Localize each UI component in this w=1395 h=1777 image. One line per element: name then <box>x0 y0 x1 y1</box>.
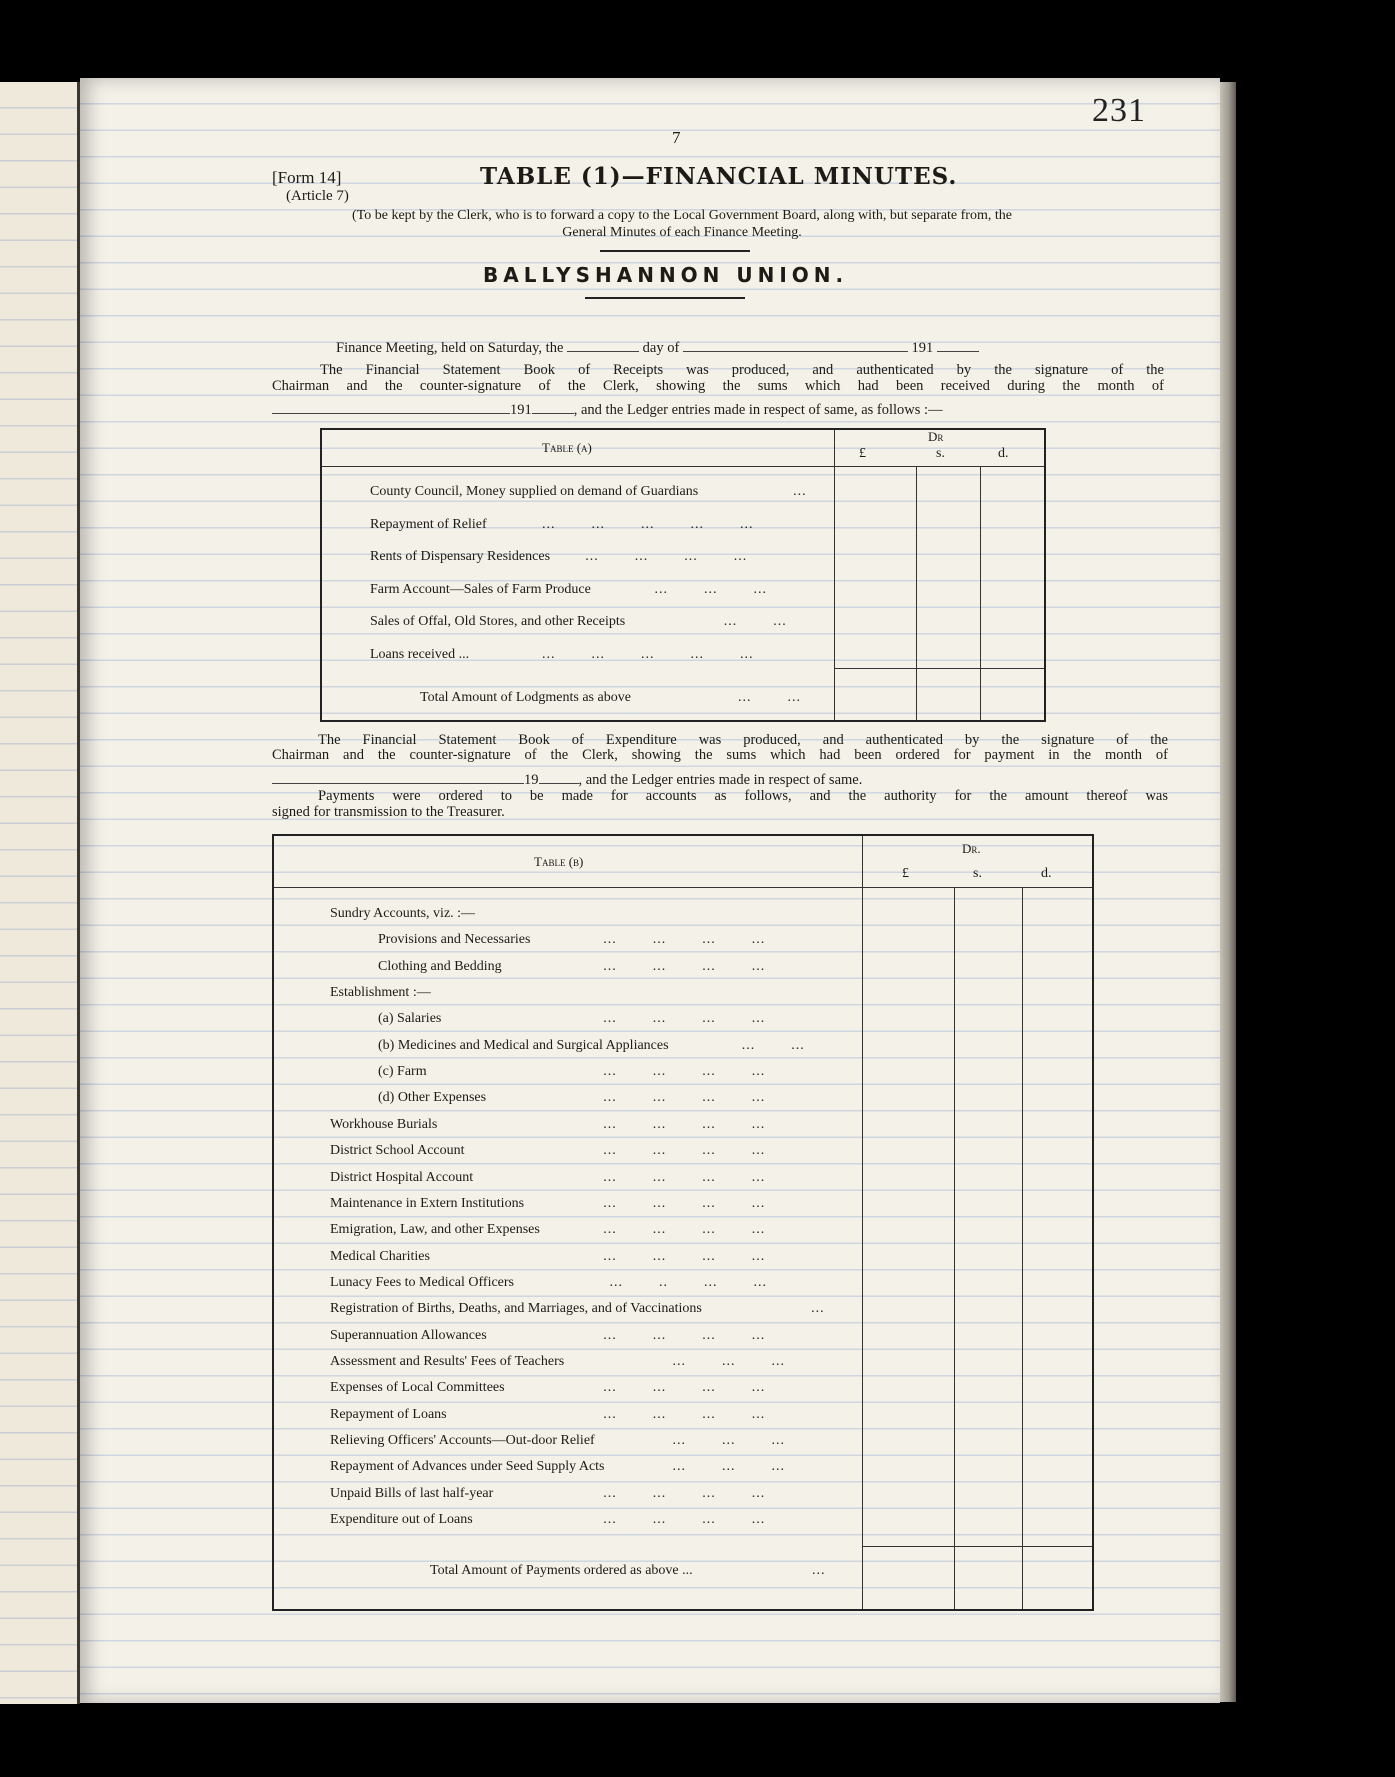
meeting-month-field[interactable] <box>683 339 908 352</box>
table-b-pounds-header: £ <box>902 866 909 881</box>
table-a-total-leader-dots: ... ... <box>738 690 801 705</box>
table-b-header-rule <box>274 887 1092 888</box>
table-b-row-3-leader-dots: ... ... ... ... <box>603 958 766 974</box>
table-a-shillings-rule <box>916 466 917 720</box>
receipts-intro-line-1: The Financial Statement Book of Receipts was produced, and authenticated by the signature of the <box>320 362 1164 378</box>
table-b-row-24-leader-dots: ... ... ... ... <box>603 1512 766 1528</box>
table-b-row-6-label: (b) Medicines and Medical and Surgical Appliances <box>378 1037 669 1053</box>
article-label: (Article 7) <box>286 188 349 204</box>
expenditure-month-field[interactable] <box>272 771 524 784</box>
expenditure-intro-line-2: Chairman and the counter-signature of the Clerk, showing the sums which had been ordered for payment in the month of <box>272 747 1168 763</box>
table-b-row-7-label: (c) Farm <box>378 1064 427 1080</box>
meeting-line <box>336 339 979 357</box>
table-b-row-16-label: Registration of Births, Deaths, and Marriages, and of Vaccinations <box>330 1301 702 1317</box>
table-b-row-4-label: Establishment :— <box>330 985 431 1001</box>
table-a-row-4-leader-dots: ... ... ... <box>654 581 767 597</box>
table-b-row-7-leader-dots: ... ... ... ... <box>603 1064 766 1080</box>
table-b-total-label: Total Amount of Payments ordered as above ... <box>430 1563 693 1578</box>
table-b-row-9-label: Workhouse Burials <box>330 1116 438 1132</box>
table-b-title: Table (b) <box>534 854 584 869</box>
form-label: [Form 14] <box>272 168 342 187</box>
table-b-row-2-leader-dots: ... ... ... ... <box>603 932 766 948</box>
table-a-header-rule <box>322 466 1044 467</box>
expenditure-intro-line-3 <box>272 771 862 789</box>
union-name: BALLYSHANNON UNION. <box>483 263 849 287</box>
expenditure-intro-line-4: Payments were ordered to be made for accounts as follows, and the authority for the amount thereof was <box>318 788 1168 804</box>
table-b-row-2-label: Provisions and Necessaries <box>378 932 531 948</box>
title-rule <box>600 250 750 252</box>
table-b-row-23-label: Unpaid Bills of last half-year <box>330 1485 494 1501</box>
table-a <box>320 428 1046 722</box>
meeting-year-field[interactable] <box>937 339 979 352</box>
table-b-row-22-label: Repayment of Advances under Seed Supply Acts <box>330 1459 605 1475</box>
table-b-row-15-label: Lunacy Fees to Medical Officers <box>330 1274 515 1290</box>
table-b-row-21-label: Relieving Officers' Accounts—Out-door Relief <box>330 1433 595 1448</box>
table-a-pounds-rule <box>834 430 835 720</box>
table-b-row-5-leader-dots: ... ... ... ... <box>603 1011 766 1027</box>
table-b-row-5-label: (a) Salaries <box>378 1011 442 1027</box>
page-number: 7 <box>672 128 681 147</box>
expenditure-tail: , and the Ledger entries made in respect of same. <box>578 772 863 788</box>
ledger-page <box>80 78 1220 1703</box>
table-b-row-19-label: Expenses of Local Committees <box>330 1380 505 1396</box>
table-a-row-4-label: Farm Account—Sales of Farm Produce <box>370 581 591 597</box>
table-b-row-21-leader-dots: ... ... ... <box>672 1433 785 1448</box>
table-b-row-20-label: Repayment of Loans <box>330 1406 447 1422</box>
table-a-row-6-leader-dots: ... ... ... ... ... <box>542 646 754 662</box>
instruction-line-1: (To be kept by the Clerk, who is to forward a copy to the Local Government Board, along with, but separate from, the <box>352 208 1012 223</box>
table-b-row-12-leader-dots: ... ... ... ... <box>603 1195 766 1211</box>
table-b-row-11-label: District Hospital Account <box>330 1169 474 1185</box>
table-b-row-23-leader-dots: ... ... ... ... <box>603 1485 766 1501</box>
table-a-row-3-label: Rents of Dispensary Residences <box>370 549 551 564</box>
table-a-pence-header: d. <box>998 446 1009 461</box>
receipts-year: 191 <box>510 402 532 418</box>
meeting-prefix: Finance Meeting, held on Saturday, the <box>336 340 564 356</box>
folio-number: 231 <box>1092 92 1146 129</box>
receipts-month-field[interactable] <box>272 401 510 414</box>
table-a-row-3-leader-dots: ... ... ... ... <box>585 549 748 564</box>
table-b-row-14-label: Medical Charities <box>330 1248 430 1264</box>
table-b-total-rule <box>862 1546 1092 1547</box>
table-b-shillings-header: s. <box>973 866 982 881</box>
table-b-row-9-leader-dots: ... ... ... ... <box>603 1116 766 1132</box>
table-a-pounds-header: £ <box>859 446 866 461</box>
table-b-row-10-leader-dots: ... ... ... ... <box>603 1143 766 1159</box>
table-b-row-24-label: Expenditure out of Loans <box>330 1512 473 1528</box>
table-a-title: Table (a) <box>542 440 592 455</box>
page-stack-edge <box>1218 82 1236 1702</box>
expenditure-year-field[interactable] <box>539 771 579 784</box>
table-b-row-17-label: Superannuation Allowances <box>330 1327 487 1343</box>
facing-page-edge <box>0 82 80 1704</box>
table-b-row-18-label: Assessment and Results' Fees of Teachers <box>330 1353 565 1369</box>
table-b-dr: Dr. <box>962 841 981 856</box>
meeting-day-field[interactable] <box>567 339 639 352</box>
table-b-row-18-leader-dots: ... ... ... <box>672 1353 785 1369</box>
table-b-row-3-label: Clothing and Bedding <box>378 958 502 974</box>
table-b-row-13-label: Emigration, Law, and other Expenses <box>330 1222 540 1238</box>
table-a-total-label: Total Amount of Lodgments as above <box>420 690 631 705</box>
table-b-row-15-leader-dots: ... .. ... ... <box>609 1274 767 1290</box>
expenditure-year: 19 <box>524 772 539 788</box>
meeting-day-of: day of <box>642 340 680 356</box>
table-b-row-8-leader-dots: ... ... ... ... <box>603 1090 766 1106</box>
table-a-shillings-header: s. <box>936 446 945 461</box>
table-b-row-12-label: Maintenance in Extern Institutions <box>330 1195 525 1211</box>
receipts-intro-line-2: Chairman and the counter-signature of the Clerk, showing the sums which had been received during the month of <box>272 378 1164 394</box>
table-b-shillings-rule <box>954 887 955 1609</box>
table-b-row-13-leader-dots: ... ... ... ... <box>603 1222 766 1238</box>
table-b-total-leader-dots: ... <box>812 1563 826 1578</box>
table-b-pence-rule <box>1022 887 1023 1609</box>
table-b-pounds-rule <box>862 836 863 1609</box>
table-b-pence-header: d. <box>1041 866 1052 881</box>
meeting-year: 191 <box>911 340 934 356</box>
table-b-row-10-label: District School Account <box>330 1143 465 1159</box>
table-a-row-2-leader-dots: ... ... ... ... ... <box>542 516 754 532</box>
table-a-row-2-label: Repayment of Relief <box>370 516 487 532</box>
table-b-row-22-leader-dots: ... ... ... <box>672 1459 785 1475</box>
table-b-row-11-leader-dots: ... ... ... ... <box>603 1169 766 1185</box>
table-a-row-6-label: Loans received ... <box>370 646 470 662</box>
table-b-row-8-label: (d) Other Expenses <box>378 1090 487 1106</box>
table-b-row-6-leader-dots: ... ... <box>741 1037 805 1053</box>
instruction-line-2: General Minutes of each Finance Meeting. <box>562 225 802 240</box>
table-b <box>272 834 1094 1611</box>
union-rule <box>585 297 745 299</box>
table-a-dr: Dr <box>928 429 944 444</box>
table-b-row-20-leader-dots: ... ... ... ... <box>603 1406 766 1422</box>
table-a-total-rule <box>834 668 1044 669</box>
table-b-row-19-leader-dots: ... ... ... ... <box>603 1380 766 1396</box>
expenditure-intro-line-1: The Financial Statement Book of Expenditure was produced, and authenticated by the signature of the <box>318 732 1168 748</box>
table-a-row-1-leader-dots: ... <box>793 484 807 499</box>
table-a-row-5-label: Sales of Offal, Old Stores, and other Receipts <box>370 614 626 629</box>
receipts-tail: , and the Ledger entries made in respect of same, as follows :— <box>573 402 943 418</box>
table-a-row-5-leader-dots: ... ... <box>723 614 787 629</box>
expenditure-intro-line-5: signed for transmission to the Treasurer. <box>272 804 505 820</box>
receipts-year-field[interactable] <box>532 401 574 414</box>
table-b-row-1-label: Sundry Accounts, viz. :— <box>330 906 476 921</box>
table-a-pence-rule <box>980 466 981 720</box>
table-b-row-17-leader-dots: ... ... ... ... <box>603 1327 766 1343</box>
table-b-row-14-leader-dots: ... ... ... ... <box>603 1248 766 1264</box>
table-b-row-16-leader-dots: ... <box>811 1301 825 1317</box>
page-title: TABLE (1)—FINANCIAL MINUTES. <box>480 163 958 190</box>
table-a-row-1-label: County Council, Money supplied on demand of Guardians <box>370 484 699 499</box>
receipts-intro-line-3 <box>272 401 943 419</box>
